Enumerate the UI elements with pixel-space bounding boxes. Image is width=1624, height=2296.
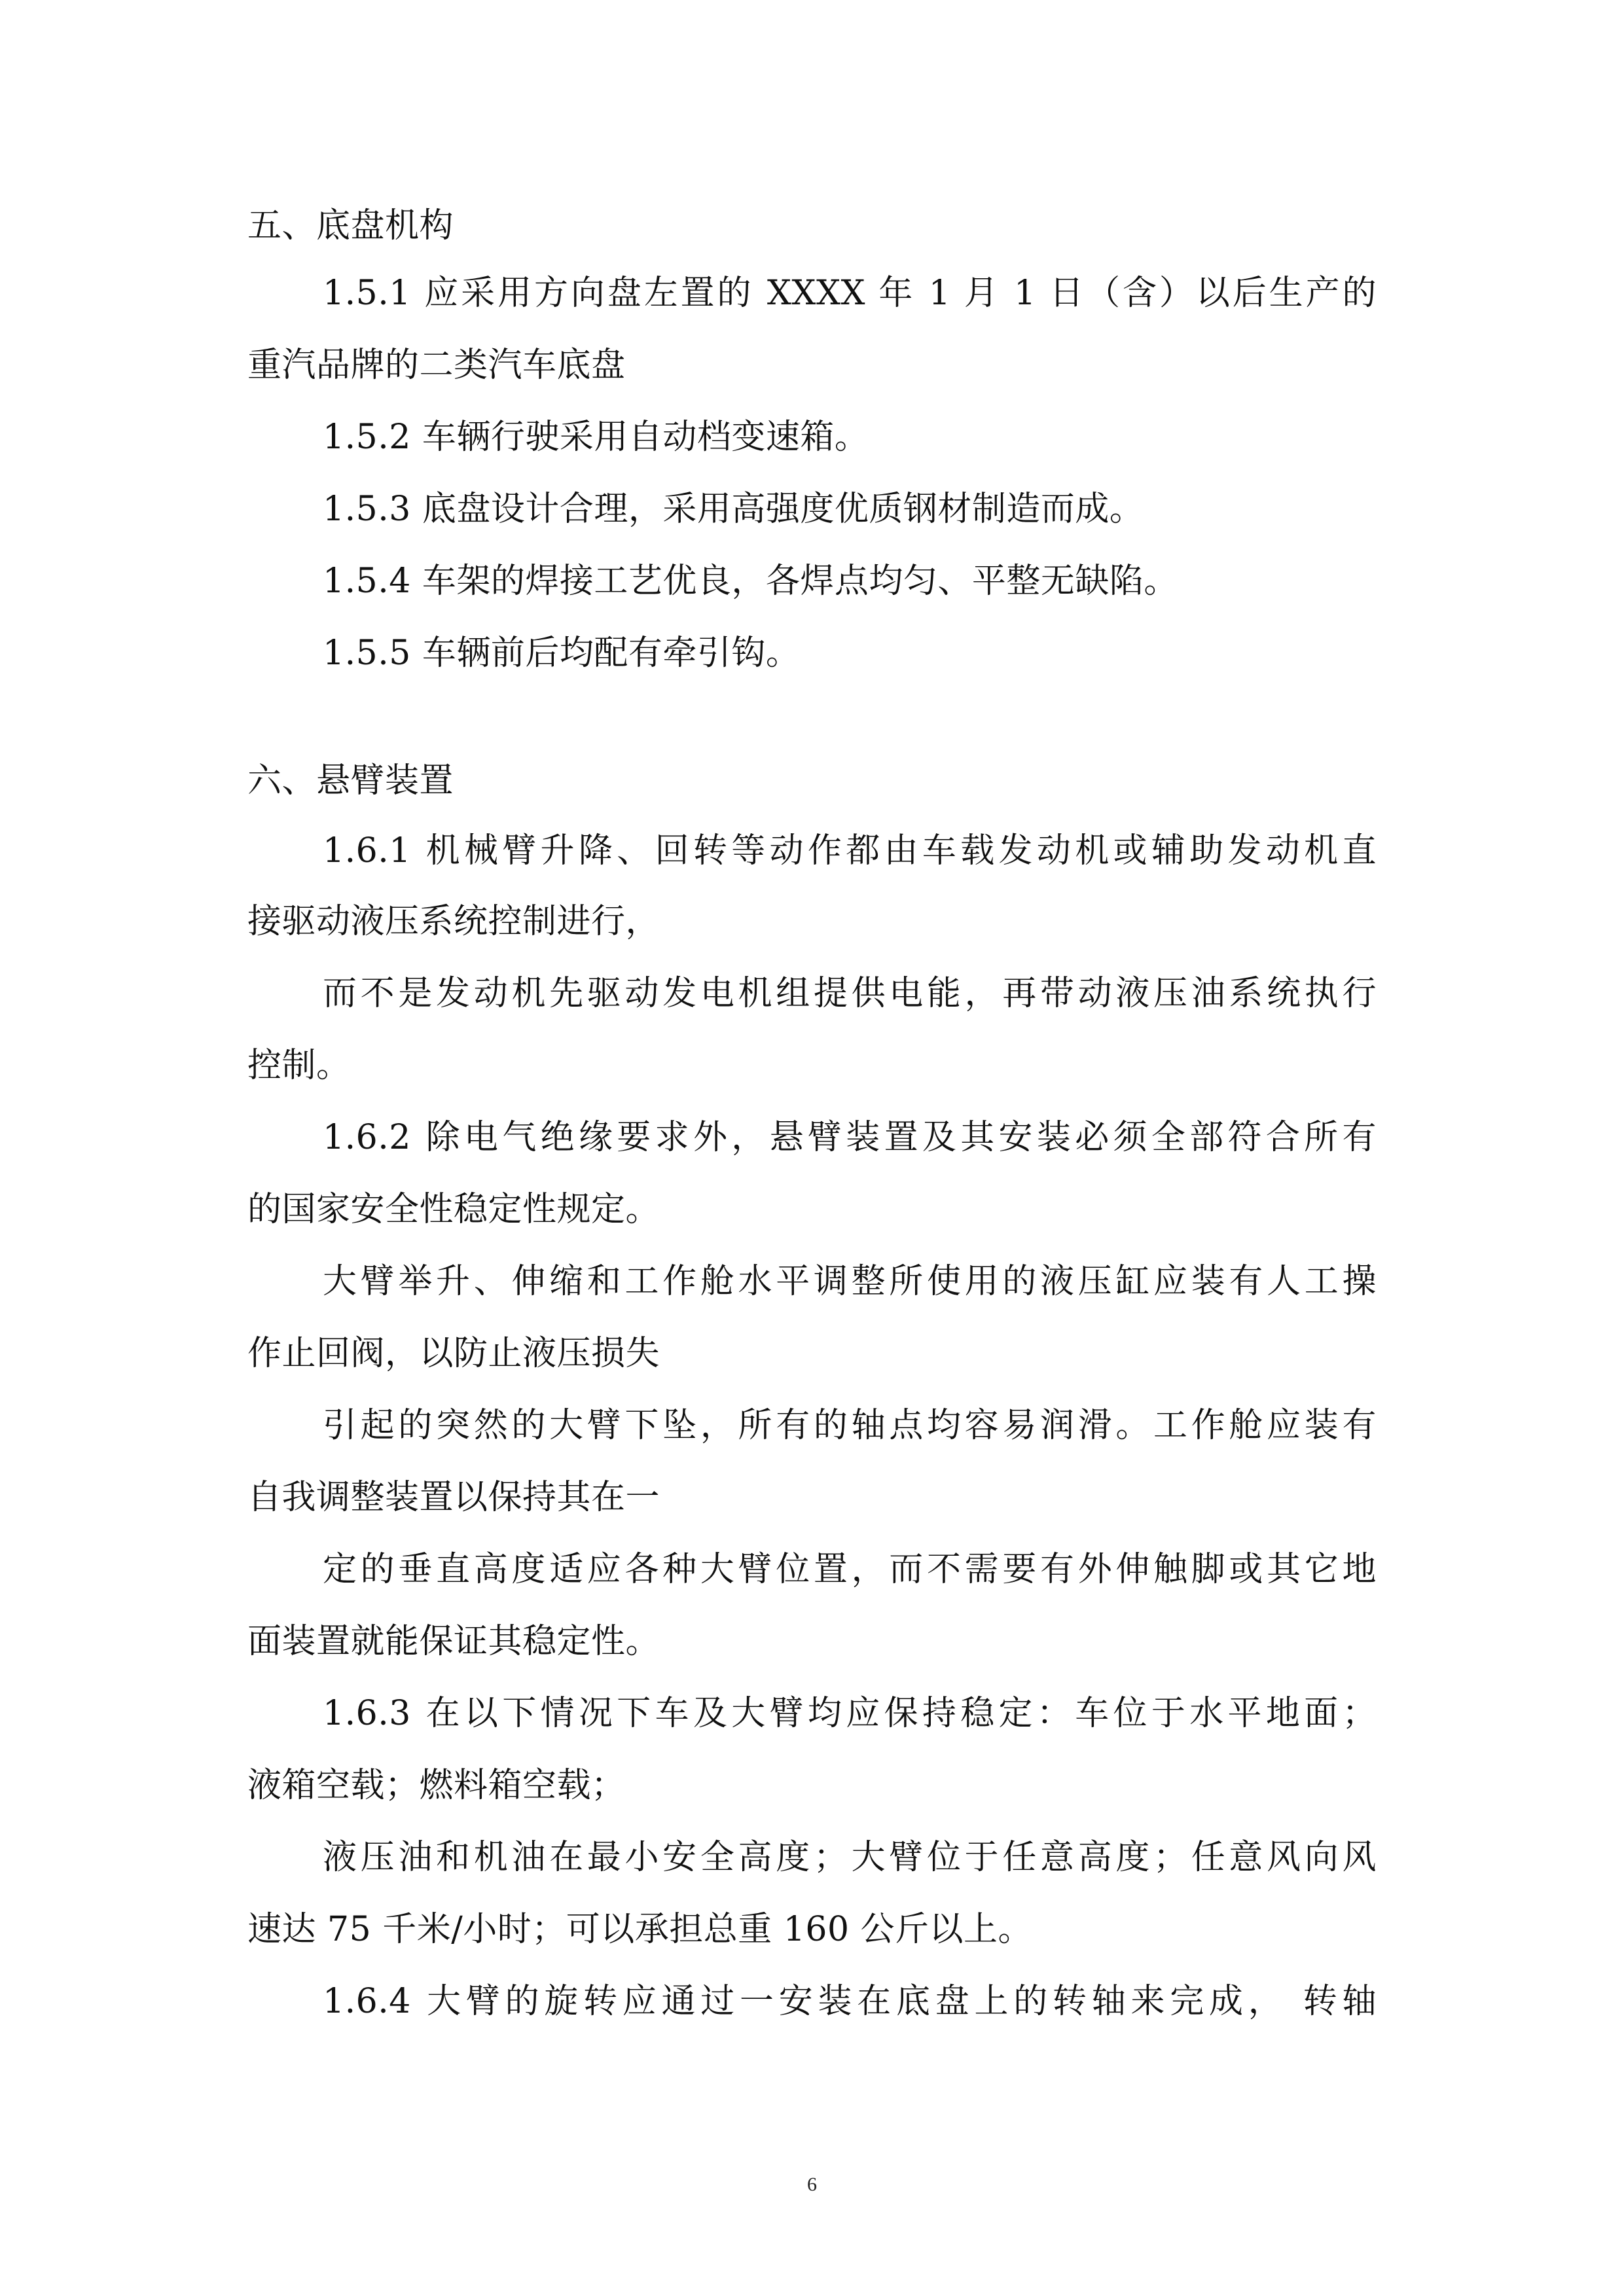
paragraph-1-5-3: 1.5.3 底盘设计合理，采用高强度优质钢材制造而成。 xyxy=(323,490,1144,529)
paragraph-1-5-4: 1.5.4 车架的焊接工艺优良，各焊点均匀、平整无缺陷。 xyxy=(323,562,1178,601)
paragraph-1-5-2: 1.5.2 车辆行驶采用自动档变速箱。 xyxy=(323,418,869,457)
paragraph-1-6-1-line-2: 接驱动液压系统控制进行， xyxy=(247,902,660,941)
paragraph-stability-line-1: 液压油和机油在最小安全高度；大臂位于任意高度；任意风向风 xyxy=(323,1838,1377,1877)
paragraph-1-5-1-line-2: 重汽品牌的二类汽车底盘 xyxy=(247,346,626,385)
paragraph-1-6-3-line-1: 1.6.3 在以下情况下车及大臂均应保持稳定：车位于水平地面； xyxy=(323,1694,1377,1733)
paragraph-vertical-height-line-1: 定的垂直高度适应各种大臂位置，而不需要有外伸触脚或其它地 xyxy=(323,1550,1377,1589)
paragraph-1-5-5: 1.5.5 车辆前后均配有牵引钩。 xyxy=(323,634,801,673)
paragraph-vertical-height-line-2: 面装置就能保证其稳定性。 xyxy=(247,1622,660,1661)
section-5-heading: 五、底盘机构 xyxy=(247,206,454,245)
paragraph-1-6-2-line-2: 的国家安全性稳定性规定。 xyxy=(247,1190,660,1229)
section-6-heading: 六、悬臂装置 xyxy=(247,761,454,800)
paragraph-1-6-2-line-1: 1.6.2 除电气绝缘要求外，悬臂装置及其安装必须全部符合所有 xyxy=(323,1118,1377,1157)
paragraph-1-5-1-line-1: 1.5.1 应采用方向盘左置的 XXXX 年 1 月 1 日（含）以后生产的 xyxy=(323,274,1377,313)
paragraph-1-6-4-line-1: 1.6.4 大臂的旋转应通过一安装在底盘上的转轴来完成， 转轴 xyxy=(323,1982,1377,2021)
paragraph-1-6-3-line-2: 液箱空载；燃料箱空载； xyxy=(247,1766,626,1805)
paragraph-hydraulic-line-2: 作止回阀，以防止液压损失 xyxy=(247,1334,660,1373)
paragraph-stability-line-2: 速达 75 千米/小时；可以承担总重 160 公斤以上。 xyxy=(247,1910,1033,1949)
page-number: 6 xyxy=(807,2174,817,2195)
paragraph-continuation-line-2: 控制。 xyxy=(247,1046,351,1085)
paragraph-boom-drop-line-1: 引起的突然的大臂下坠，所有的轴点均容易润滑。工作舱应装有 xyxy=(323,1406,1377,1445)
paragraph-1-6-1-line-1: 1.6.1 机械臂升降、回转等动作都由车载发动机或辅助发动机直 xyxy=(323,831,1377,870)
paragraph-hydraulic-line-1: 大臂举升、伸缩和工作舱水平调整所使用的液压缸应装有人工操 xyxy=(323,1262,1377,1301)
paragraph-boom-drop-line-2: 自我调整装置以保持其在一 xyxy=(247,1478,660,1517)
paragraph-continuation-line-1: 而不是发动机先驱动发电机组提供电能，再带动液压油系统执行 xyxy=(323,974,1377,1013)
